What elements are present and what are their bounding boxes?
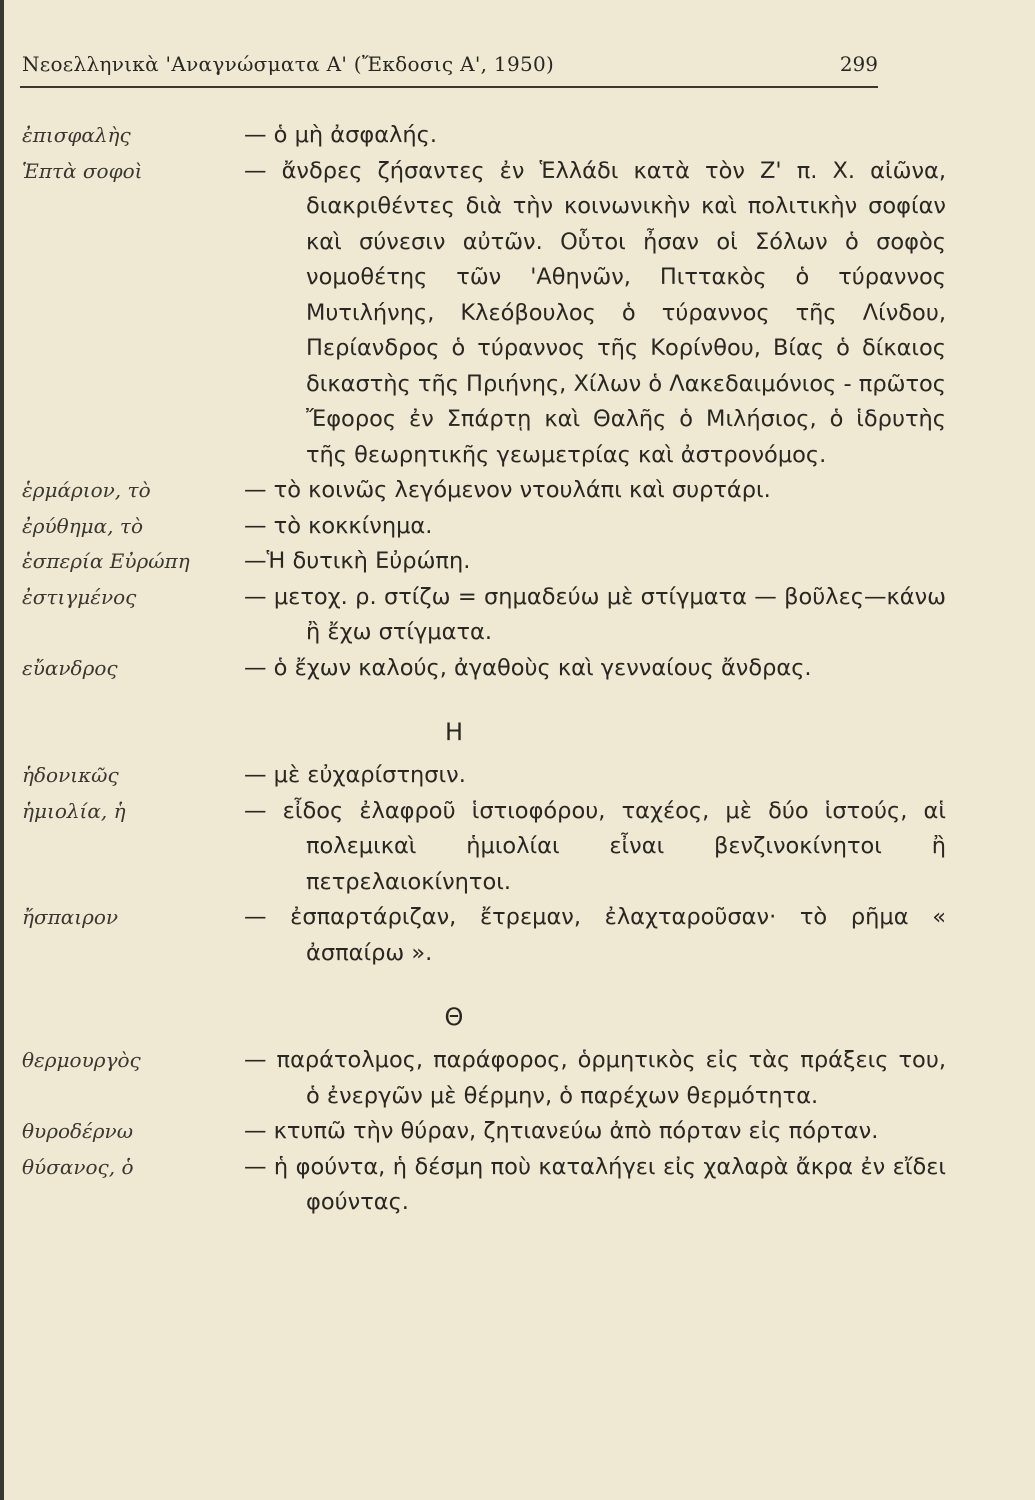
page-number: 299 [839, 52, 878, 76]
glossary-entry [0, 473, 1035, 509]
entry-term: ἤσπαιρον [22, 905, 119, 929]
glossary-entry [0, 509, 1035, 545]
glossary-entry [0, 544, 1035, 580]
glossary-entry [0, 1114, 1035, 1150]
glossary-entry [0, 758, 1035, 794]
entry-term: θύσανος, ὁ [22, 1154, 134, 1179]
entry-term: ἡδονικῶς [22, 763, 119, 787]
entry-definition: — ἐσπαρτάριζαν, ἔτρεμαν, ἐλαχταροῦσαν· τὸ ρῆμα « ἀσπαίρω ». [244, 904, 946, 966]
glossary-entry [0, 154, 1035, 474]
entry-definition: — ἡ φούντα, ἡ δέσμη ποὺ καταλήγει εἰς χαλαρὰ ἄκρα ἐν εἴδει φούντας. [244, 1153, 946, 1215]
entry-definition: — τὸ κοινῶς λεγόμενον ντουλάπι καὶ συρτάρι. [244, 477, 771, 503]
glossary-entry [0, 1043, 1035, 1114]
entry-term: θερμουργὸς [22, 1048, 141, 1072]
section-letter-h: Η [444, 718, 464, 746]
glossary-entry [0, 900, 1035, 971]
entry-term: Ἑπτὰ σοφοὶ [22, 158, 143, 183]
entry-term: ἐπισφαλὴς [22, 123, 131, 147]
running-header [20, 52, 878, 88]
glossary-entry [0, 118, 1035, 154]
glossary [0, 118, 1035, 1221]
entry-definition: — τὸ κοκκίνημα. [244, 512, 433, 539]
entry-term: ἐστιγμένος [22, 584, 137, 609]
book-title: Νεοελληνικὰ 'Αναγνώσματα Α' (Ἔκδοσις Α', 1950) [22, 52, 555, 76]
entry-term: θυροδέρνω [22, 1119, 133, 1143]
glossary-entry [0, 651, 1035, 687]
entry-definition: — εἶδος ἐλαφροῦ ἱστιοφόρου, ταχέος, μὲ δύο ἱστούς, αἱ πολεμικαὶ ἡμιολίαι εἶναι βενζινοκίνητοι ἢ πετρελαιοκίνητοι. [244, 797, 946, 895]
entry-definition: — ὁ μὴ ἀσφαλής. [244, 122, 437, 148]
entry-definition: — μὲ εὐχαρίστησιν. [244, 762, 466, 788]
entry-definition: — ἄνδρες ζήσαντες ἐν Ἑλλάδι κατὰ τὸν Ζ' π. Χ. αἰῶνα, διακριθέντες διὰ τὴν κοινωνικὴν καὶ πολιτικὴν σοφίαν καὶ σύνεσιν αὐτῶν. Οὗτοι ἦσαν οἱ Σόλων ὁ σοφὸς νομοθέτης τῶν 'Αθηνῶν, Πιττακὸς ὁ τύραννος Μυτιλήνης, Κλεόβουλος ὁ τύραννος τῆς Λίνδου, Περίανδρος ὁ τύραννος τῆς Κορίνθου, Βίας ὁ δίκαιος δικαστὴς τῆς Πριήνης, Χίλων ὁ Λακεδαιμόνιος - πρῶτος Ἔφορος ἐν Σπάρτῃ καὶ Θαλῆς ὁ Μιλήσιος, ὁ ἱδρυτὴς τῆς θεωρητικῆς γεωμετρίας καὶ ἀστρονόμος. [244, 157, 946, 468]
entry-definition: — ὁ ἔχων καλούς, ἀγαθοὺς καὶ γενναίους ἄνδρας. [244, 654, 812, 681]
entry-term: ἑσπερία Εὐρώπη [22, 549, 190, 573]
glossary-entry [0, 794, 1035, 901]
entry-definition: — παράτολμος, παράφορος, ὁρμητικὸς εἰς τὰς πράξεις του, ὁ ἐνεργῶν μὲ θέρμην, ὁ παρέχων θερμότητα. [244, 1047, 946, 1109]
entry-definition: —Ἡ δυτικὴ Εὐρώπη. [244, 548, 471, 574]
glossary-entry [0, 580, 1035, 651]
entry-definition: — μετοχ. ρ. στίζω = σημαδεύω μὲ στίγματα — βοῦλες—κάνω ἢ ἔχω στίγματα. [244, 583, 946, 645]
entry-term: ἡμιολία, ἡ [22, 798, 126, 823]
entry-term: ἑρμάριον, τὸ [22, 478, 151, 502]
entry-definition: — κτυπῶ τὴν θύραν, ζητιανεύω ἀπὸ πόρταν εἰς πόρταν. [244, 1118, 879, 1144]
section-letter-th: Θ [444, 1003, 464, 1031]
entry-term: ἐρύθημα, τὸ [22, 513, 143, 538]
glossary-entry [0, 1150, 1035, 1221]
entry-term: εὔανδρος [22, 655, 118, 680]
